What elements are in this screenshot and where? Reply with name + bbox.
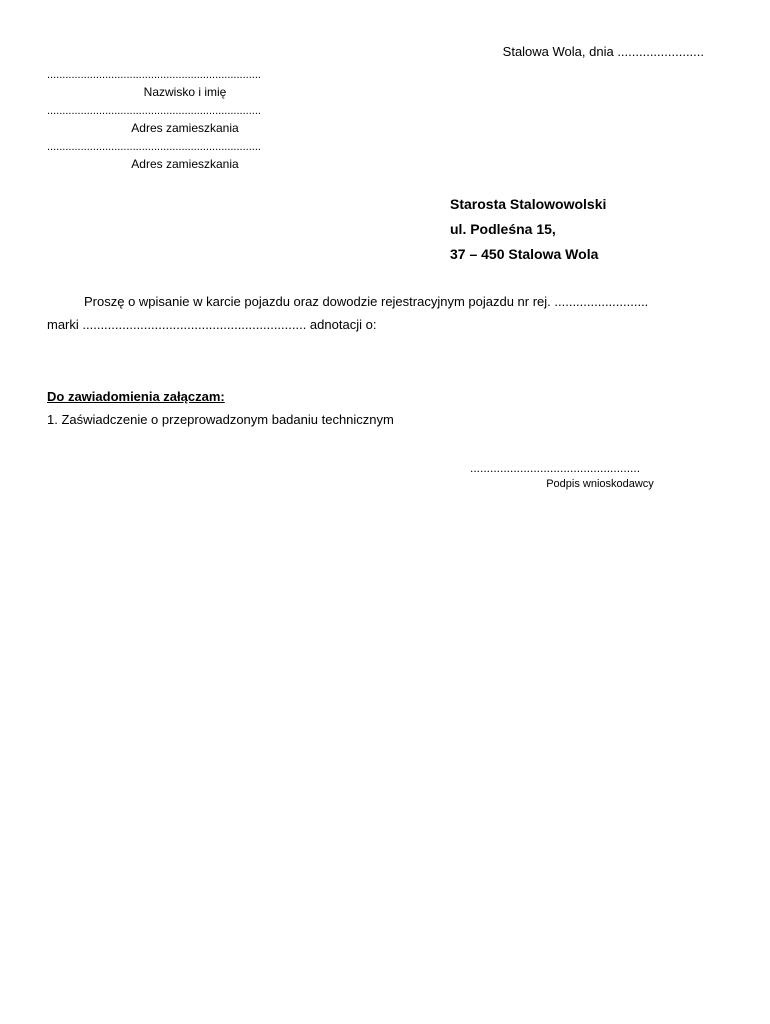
applicant-name-caption: Nazwisko i imię <box>143 85 227 99</box>
applicant-address2-dots: ...................................................................... <box>47 142 261 153</box>
recipient-street: ul. Podleśna 15, <box>450 221 556 237</box>
request-text-line1: Proszę o wpisanie w karcie pojazdu oraz dowodzie rejestracyjnym pojazdu nr rej. .......................... <box>84 294 649 309</box>
signature-caption: Podpis wnioskodawcy <box>546 478 654 490</box>
applicant-address1-caption: Adres zamieszkania <box>131 121 239 135</box>
applicant-address2-field <box>47 142 323 171</box>
applicant-name-field <box>47 70 323 99</box>
recipient-city: 37 – 450 Stalowa Wola <box>450 246 599 262</box>
applicant-address2-caption: Adres zamieszkania <box>131 157 239 171</box>
request-text-line2: marki .............................................................. adnotacji o: <box>47 317 377 332</box>
recipient-block <box>450 192 606 267</box>
attachments-heading: Do zawiadomienia załączam: <box>47 389 225 404</box>
applicant-address1-dots: ...................................................................... <box>47 106 261 117</box>
place-date-line: Stalowa Wola, dnia ........................ <box>502 44 704 59</box>
signature-block <box>470 462 710 490</box>
recipient-title: Starosta Stalowowolski <box>450 196 607 212</box>
applicant-address1-field <box>47 106 323 135</box>
signature-dots: ................................................... <box>470 462 641 474</box>
applicant-name-dots: ...................................................................... <box>47 70 261 81</box>
attachment-item-1: 1. Zaświadczenie o przeprowadzonym badaniu technicznym <box>47 412 394 427</box>
